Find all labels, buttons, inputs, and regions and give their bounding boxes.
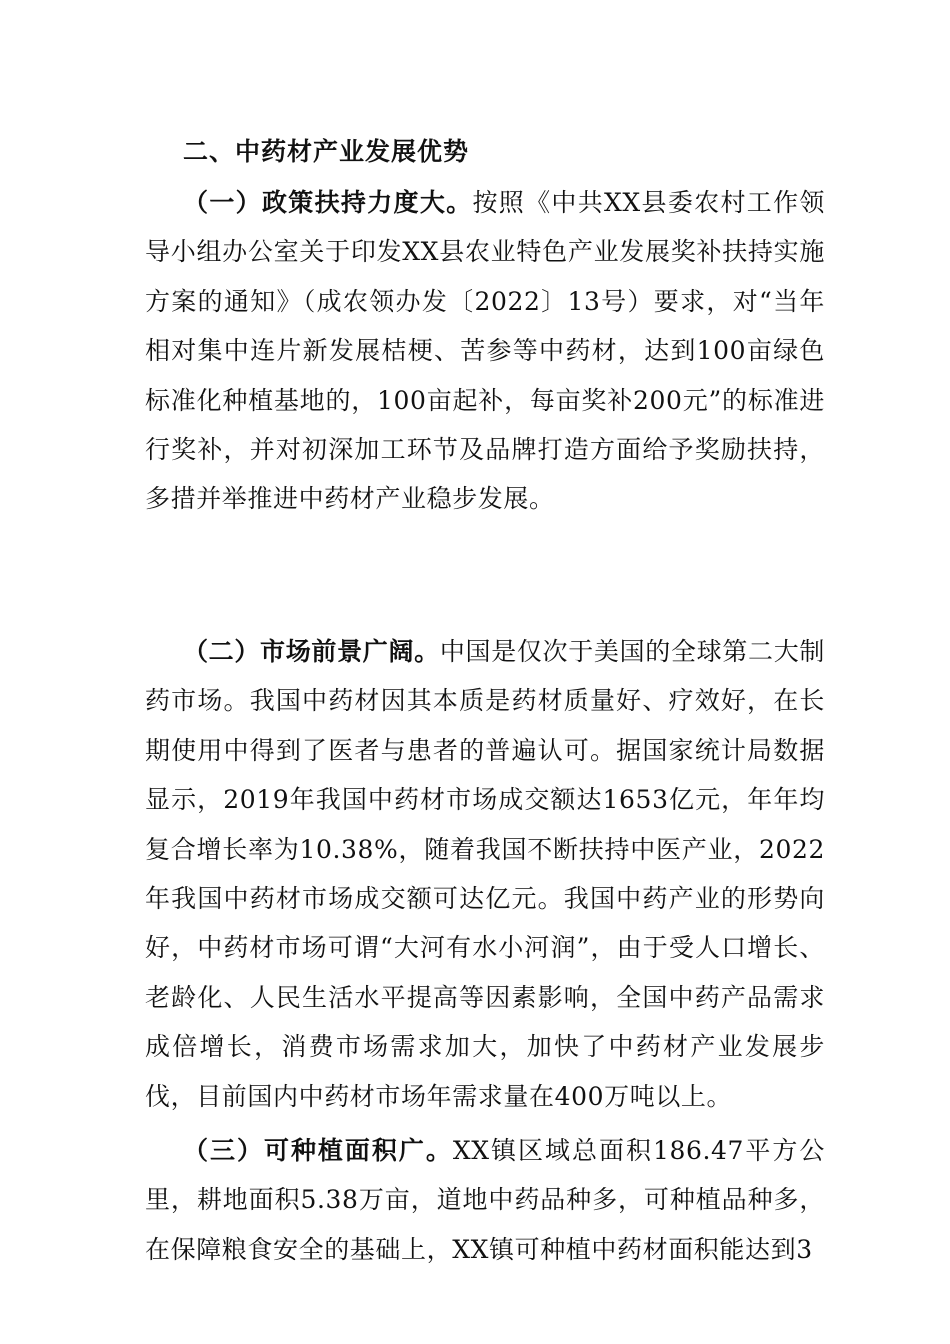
section-heading: 二、中药材产业发展优势 <box>183 137 470 166</box>
paragraph-planting-area <box>145 1126 825 1274</box>
paragraph-body: 中国是仅次于美国的全球第二大制药市场。我国中药材因其本质是药材质量好、疗效好，在长期使用中得到了医者与患者的普遍认可。据国家统计局数据显示，2019年我国中药材市场成交额达1653亿元，年年均复合增长率为10.38%，随着我国不断扶持中医产业，2022年我国中药材市场成交额可达亿元。我国中药产业的形势向好，中药材市场可谓“大河有水小河润”，由于受人口增长、老龄化、人民生活水平提高等因素影响，全国中药产品需求成倍增长，消费市场需求加大，加快了中药材产业发展步伐，目前国内中药材市场年需求量在400万吨以上。 <box>145 637 825 1111</box>
paragraph-body: 按照《中共XX县委农村工作领导小组办公室关于印发XX县农业特色产业发展奖补扶持实施方案的通知》（成农领办发〔2022〕13号）要求，对“当年相对集中连片新发展桔梗、苦参等中药材，达到100亩绿色标准化种植基地的，100亩起补，每亩奖补200元”的标准进行奖补，并对初深加工环节及品牌打造方面给予奖励扶持，多措并举推进中药材产业稳步发展。 <box>145 188 826 514</box>
paragraph-body: XX镇区域总面积186.47平方公里，耕地面积5.38万亩，道地中药品种多，可种植品种多，在保障粮食安全的基础上，XX镇可种植中药材面积能达到3 <box>145 1136 825 1264</box>
paragraph-market-prospect <box>145 627 825 1121</box>
paragraph-lead: （一）政策扶持力度大。 <box>183 188 473 217</box>
paragraph-lead: （二）市场前景广阔。 <box>183 637 440 666</box>
paragraph-policy-support <box>145 178 825 524</box>
paragraph-lead: （三）可种植面积广。 <box>183 1136 453 1165</box>
